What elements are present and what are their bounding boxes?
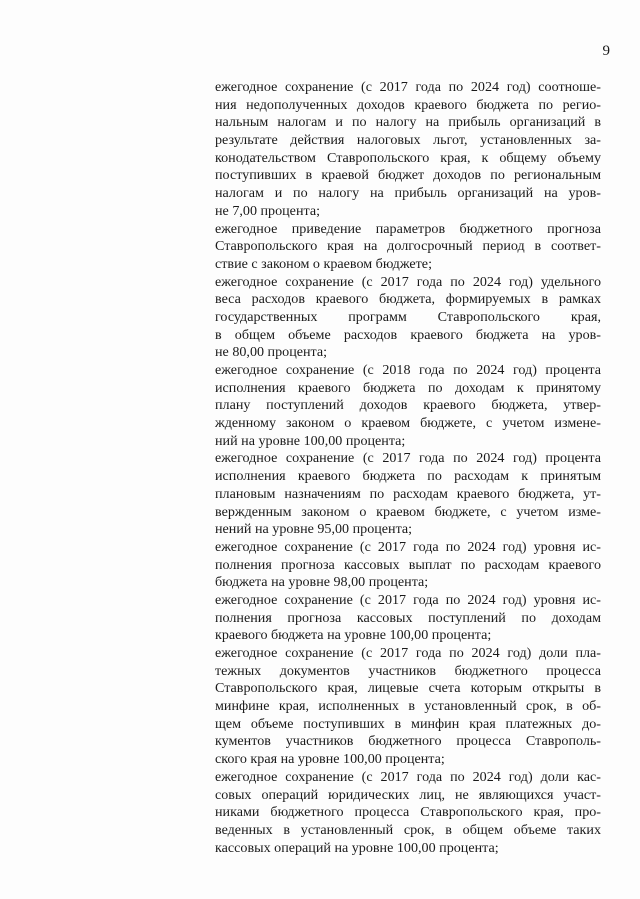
text-line: никами бюджетного процесса Ставропольского края, про-	[215, 804, 601, 821]
text-line: исполнения краевого бюджета по доходам к принятому	[215, 379, 601, 396]
text-line: полнения прогноза кассовых поступлений по доходам	[215, 609, 601, 626]
text-line: ежегодное сохранение (с 2017 года по 2024 год) соотноше-	[215, 79, 601, 95]
text-line: поступивших в краевой бюджет доходов по региональным	[215, 167, 601, 184]
text-line: не 80,00 процента;	[215, 344, 328, 361]
paragraph	[215, 362, 601, 450]
paragraph	[215, 769, 601, 857]
text-line: в общем объеме расходов краевого бюджета на уров-	[215, 326, 601, 343]
text-line: исполнения краевого бюджета по расходам к принятым	[215, 468, 601, 485]
paragraph	[215, 645, 601, 769]
text-line: веденных в установленный срок, в общем объеме таких	[215, 821, 601, 838]
paragraph	[215, 539, 601, 592]
text-line: ежегодное сохранение (с 2017 года по 2024 год) удельного	[215, 273, 601, 290]
text-line: кассовых операций на уровне 100,00 процента;	[215, 839, 499, 856]
text-line: плановым назначениям по расходам краевого бюджета, ут-	[215, 485, 601, 502]
text-line: совых операций юридических лиц, не являющихся участ-	[215, 786, 601, 803]
text-line: ния недополученных доходов краевого бюджета по регио-	[215, 96, 601, 113]
text-line: ний на уровне 100,00 процента;	[215, 432, 406, 449]
text-line: ежегодное сохранение (с 2017 года по 2024 год) уровня ис-	[215, 591, 601, 608]
text-line: конодательством Ставропольского края, к общему объему	[215, 149, 601, 166]
paragraph	[215, 450, 601, 538]
text-line: результате действия налоговых льгот, установленных за-	[215, 132, 601, 149]
text-line: ствие с законом о краевом бюджете;	[215, 255, 432, 272]
text-line: полнения прогноза кассовых выплат по расходам краевого	[215, 556, 601, 573]
text-line: нений на уровне 95,00 процента;	[215, 521, 413, 538]
paragraph	[215, 592, 601, 645]
text-line: Ставропольского края, лицевые счета которым открыты в	[215, 680, 601, 697]
text-line: веса расходов краевого бюджета, формируемых в рамках	[215, 291, 601, 308]
text-line: Ставропольского края на долгосрочный период в соответ-	[215, 238, 601, 255]
text-line: налогам и по налогу на прибыль организаций на уров-	[215, 185, 601, 202]
text-line: ежегодное сохранение (с 2018 года по 2024 год) процента	[215, 362, 601, 378]
paragraph	[215, 79, 601, 221]
text-line: ежегодное сохранение (с 2017 года по 2024 год) доли кас-	[215, 768, 601, 785]
text-line: государственных программ Ставропольского края,	[215, 308, 601, 325]
text-line: нальным налогам и по налогу на прибыль организаций в	[215, 114, 601, 131]
text-line: бюджета на уровне 98,00 процента;	[215, 574, 429, 591]
text-line: тежных документов участников бюджетного процесса	[215, 662, 601, 679]
text-line: минфине края, исполненных в установленный срок, в об-	[215, 698, 601, 715]
text-line: жденному законом о краевом бюджете, с учетом измене-	[215, 415, 601, 432]
text-line: ежегодное приведение параметров бюджетного прогноза	[215, 220, 601, 237]
text-line: плану поступлений доходов краевого бюджета, утвер-	[215, 397, 601, 414]
text-line: кументов участников бюджетного процесса Ставрополь-	[215, 733, 601, 750]
document-body	[215, 79, 601, 857]
text-line: ежегодное сохранение (с 2017 года по 2024 год) уровня ис-	[215, 538, 601, 555]
text-line: щем объеме поступивших в минфин края платежных до-	[215, 715, 601, 732]
text-line: не 7,00 процента;	[215, 202, 320, 219]
text-line: ежегодное сохранение (с 2017 года по 2024 год) процента	[215, 450, 601, 467]
text-line: ежегодное сохранение (с 2017 года по 2024 год) доли пла-	[215, 645, 601, 661]
text-line: краевого бюджета на уровне 100,00 процента;	[215, 627, 492, 644]
paragraph	[215, 274, 601, 362]
text-line: ского края на уровне 100,00 процента;	[215, 751, 445, 768]
text-line: вержденным законом о краевом бюджете, с учетом изме-	[215, 503, 601, 520]
page-number: 9	[602, 43, 610, 59]
paragraph	[215, 221, 601, 274]
